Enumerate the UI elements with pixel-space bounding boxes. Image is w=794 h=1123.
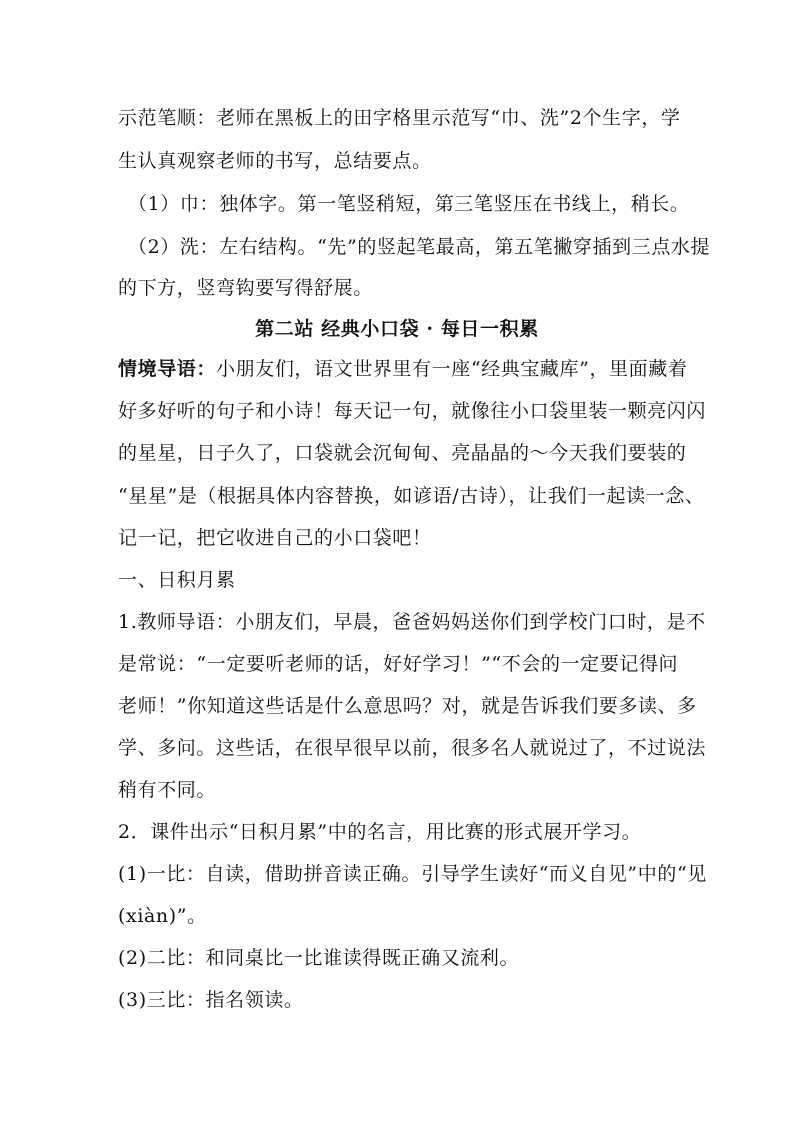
paragraph-line: 2．课件出示“日积月累”中的名言，用比赛的形式展开学习。 <box>118 821 642 843</box>
paragraph-line: 的星星，日子久了，口袋就会沉甸甸、亮晶晶的～今天我们要装的 <box>118 442 687 464</box>
intro-text: 小朋友们，语文世界里有一座“经典宝藏库”，里面藏着 <box>216 358 688 380</box>
paragraph-line: 学、多问。这些话，在很早很早以前，很多名人就说过了，不过说法 <box>118 737 707 759</box>
paragraph-line: 的下方，竖弯钩要写得舒展。 <box>118 277 373 299</box>
subheading: 一、日积月累 <box>118 569 236 591</box>
list-item-line: （1）巾：独体字。第一笔竖稍短，第三笔竖压在书线上，稍长。 <box>128 193 690 215</box>
paragraph-line: 老师！”你知道这些话是什么意思吗？对，就是告诉我们要多读、多 <box>118 695 697 717</box>
paragraph-line: 示范笔顺：老师在黑板上的田字格里示范写“巾、洗”2个生字，学 <box>118 107 681 129</box>
intro-label: 情境导语： <box>118 358 217 380</box>
section-heading: 第二站 经典小口袋 · 每日一积累 <box>255 318 539 340</box>
paragraph-line: 是常说：“一定要听老师的话，好好学习！”“不会的一定要记得问 <box>118 653 679 675</box>
paragraph-line: 记一记，把它收进自己的小口袋吧！ <box>118 527 432 549</box>
paragraph-line: (1)一比：自读，借助拼音读正确。引导学生读好“而义自见”中的“见 <box>118 863 707 885</box>
paragraph-line: “星星”是（根据具体内容替换，如谚语/古诗），让我们一起读一念、 <box>118 485 705 507</box>
paragraph-line: (2)二比：和同桌比一比谁读得既正确又流利。 <box>118 947 520 969</box>
paragraph-line: (3)三比：指名领读。 <box>118 989 304 1011</box>
list-item-line: （2）洗：左右结构。“先”的竖起笔最高，第五笔撇穿插到三点水提 <box>128 236 711 258</box>
paragraph-line: 生认真观察老师的书写，总结要点。 <box>118 150 432 172</box>
paragraph-line <box>118 356 688 382</box>
paragraph-line: 1.教师导语：小朋友们，早晨，爸爸妈妈送你们到学校门口时，是不 <box>118 611 706 633</box>
paragraph-line: 稍有不同。 <box>118 779 217 801</box>
paragraph-line: 好多好听的句子和小诗！每天记一句，就像往小口袋里装一颗亮闪闪 <box>118 400 707 422</box>
paragraph-line: (xiàn)”。 <box>118 905 207 927</box>
